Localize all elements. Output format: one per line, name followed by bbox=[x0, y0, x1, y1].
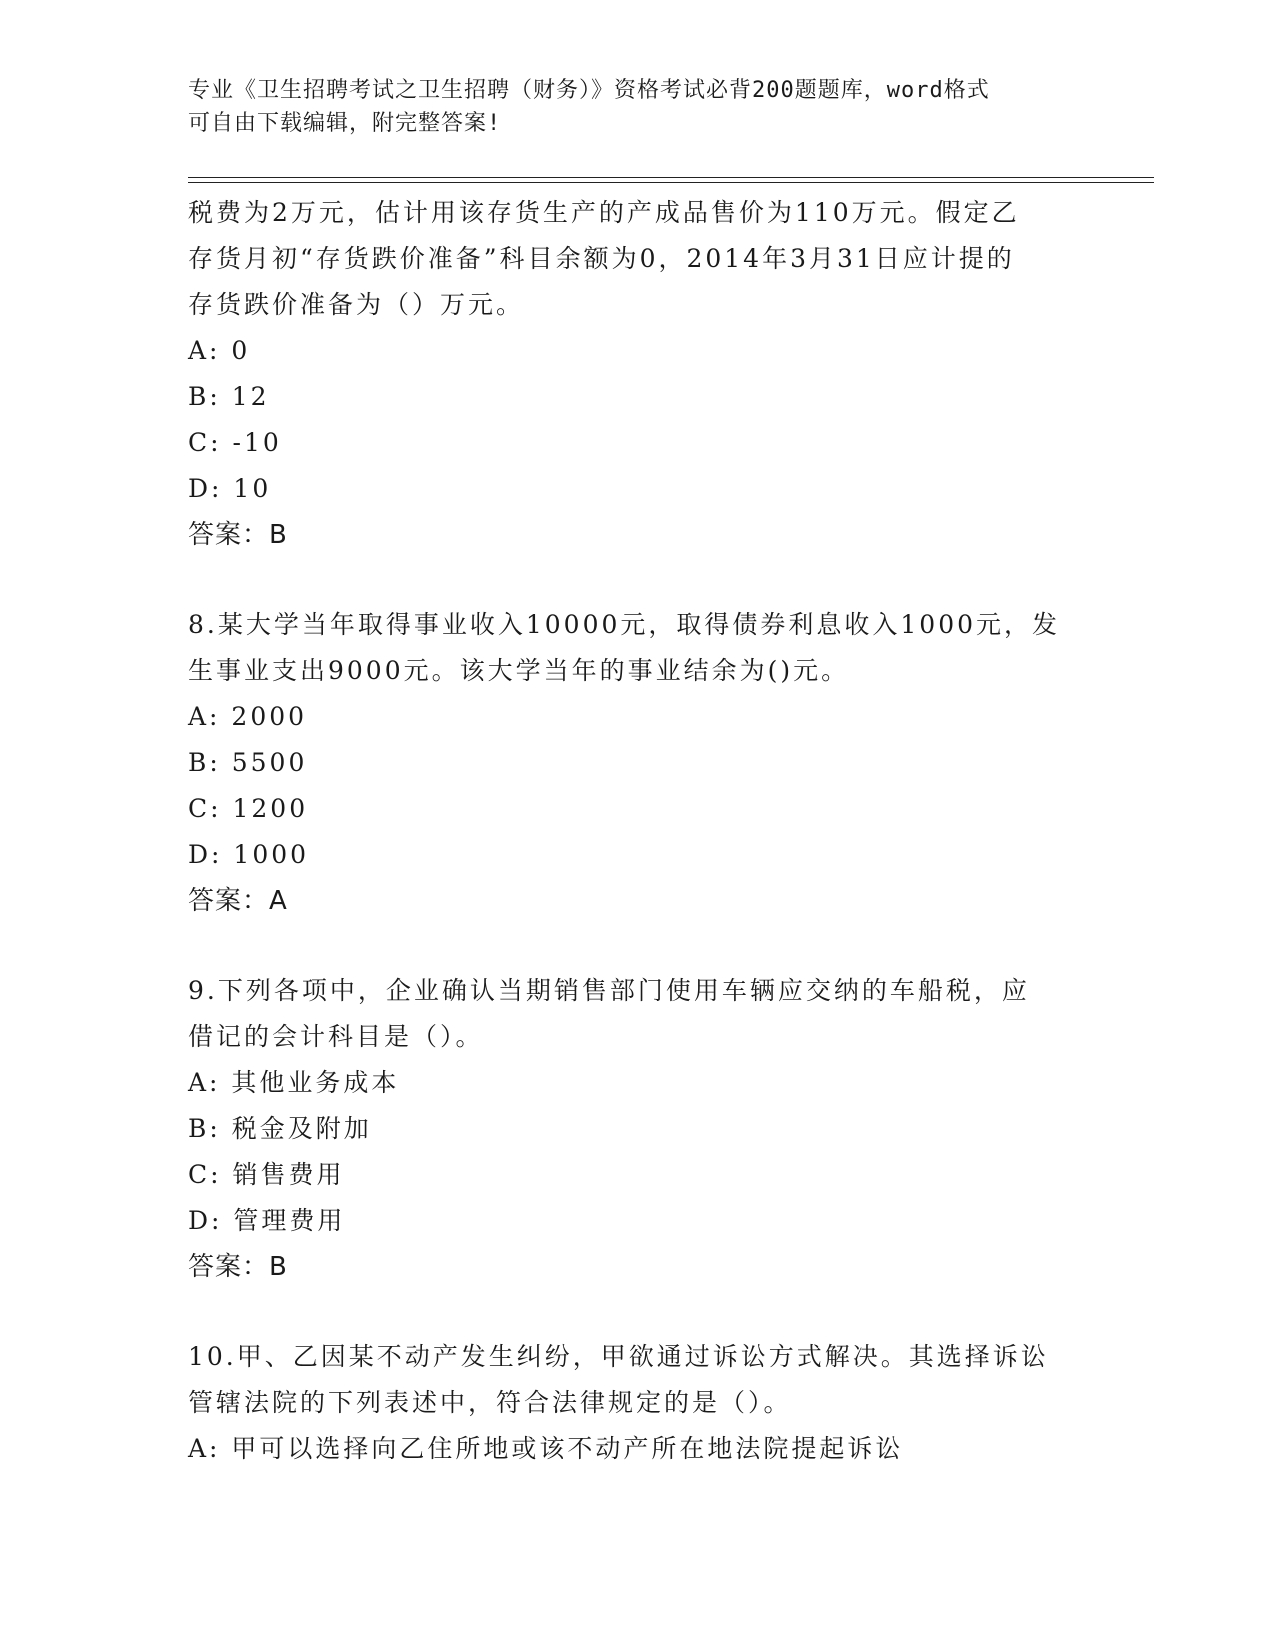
option-d: D: 1000 bbox=[188, 840, 310, 869]
question-text-line: 9.下列各项中，企业确认当期销售部门使用车辆应交纳的车船税，应 bbox=[188, 976, 1030, 1005]
question-text-line: 管辖法院的下列表述中，符合法律规定的是（）。 bbox=[188, 1388, 792, 1417]
question-text-line: 生事业支出9000元。该大学当年的事业结余为()元。 bbox=[188, 656, 850, 685]
option-d: D: 管理费用 bbox=[188, 1206, 346, 1235]
option-c: C: -10 bbox=[188, 428, 282, 457]
option-c: C: 1200 bbox=[188, 794, 309, 823]
option-b: B: 税金及附加 bbox=[188, 1114, 372, 1143]
option-b: B: 12 bbox=[188, 382, 270, 411]
question-text-line: 10.甲、乙因某不动产发生纠纷，甲欲通过诉讼方式解决。其选择诉讼 bbox=[188, 1342, 1049, 1371]
document-header bbox=[188, 74, 1068, 140]
question-7 bbox=[188, 190, 1088, 558]
question-8 bbox=[188, 602, 1088, 924]
option-a: A: 甲可以选择向乙住所地或该不动产所在地法院提起诉讼 bbox=[188, 1434, 904, 1463]
header-line-1: 专业《卫生招聘考试之卫生招聘（财务）》资格考试必背200题题库，word格式 bbox=[188, 78, 990, 103]
header-divider-top bbox=[188, 177, 1154, 178]
answer-label: 答案：B bbox=[188, 520, 288, 550]
question-list bbox=[188, 190, 1088, 1472]
question-9 bbox=[188, 968, 1088, 1290]
question-10 bbox=[188, 1334, 1088, 1472]
question-spacer bbox=[188, 558, 1088, 602]
question-text-line: 存货月初“存货跌价准备”科目余额为0，2014年3月31日应计提的 bbox=[188, 244, 1015, 273]
option-a: A: 其他业务成本 bbox=[188, 1068, 400, 1097]
option-d: D: 10 bbox=[188, 474, 272, 503]
header-divider-bottom bbox=[188, 182, 1154, 183]
option-c: C: 销售费用 bbox=[188, 1160, 345, 1189]
question-text-line: 税费为2万元，估计用该存货生产的产成品售价为110万元。假定乙 bbox=[188, 198, 1020, 227]
question-text-line: 存货跌价准备为（）万元。 bbox=[188, 290, 525, 319]
header-line-2: 可自由下载编辑，附完整答案! bbox=[188, 111, 502, 136]
answer-label: 答案：A bbox=[188, 886, 288, 916]
question-spacer bbox=[188, 924, 1088, 968]
question-text-line: 8.某大学当年取得事业收入10000元，取得债券利息收入1000元，发 bbox=[188, 610, 1061, 639]
option-b: B: 5500 bbox=[188, 748, 308, 777]
answer-label: 答案：B bbox=[188, 1252, 288, 1282]
option-a: A: 2000 bbox=[188, 702, 308, 731]
option-a: A: 0 bbox=[188, 336, 251, 365]
question-text-line: 借记的会计科目是（）。 bbox=[188, 1022, 484, 1051]
question-spacer bbox=[188, 1290, 1088, 1334]
